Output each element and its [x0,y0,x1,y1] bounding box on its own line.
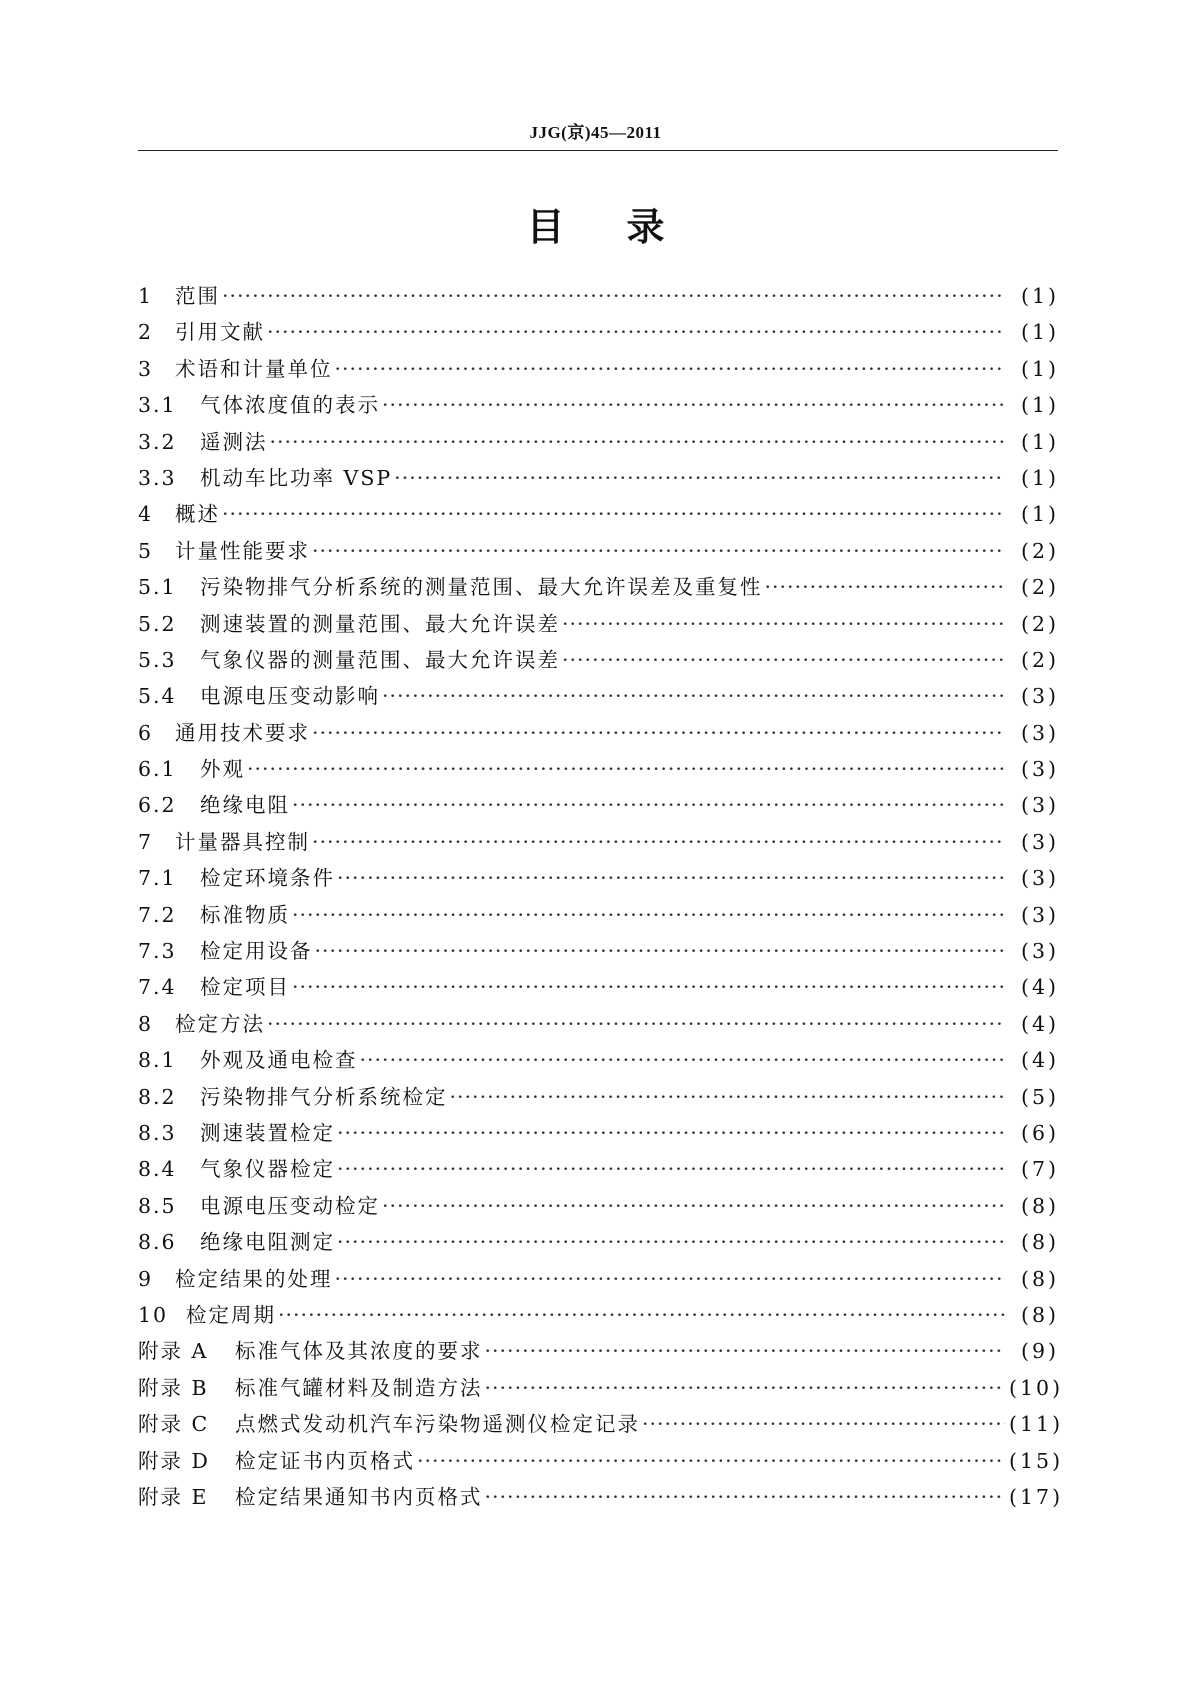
dot-leader [382,1188,1005,1224]
toc-entry-number: 8.3 [138,1120,177,1145]
toc-entry[interactable] [138,1224,1059,1260]
dot-leader [360,1042,1006,1078]
dot-leader [562,606,1005,642]
dot-leader [312,824,1005,860]
toc-entry[interactable] [138,933,1059,969]
toc-entry-number: 7.2 [138,902,177,927]
toc-entry-number: 4 [138,502,154,527]
toc-entry-number: 7 [138,829,154,854]
toc-entry-number: 9 [138,1266,154,1291]
toc-entry-title: 检定用设备 [200,939,313,964]
header-rule [138,150,1058,151]
toc-entry[interactable] [138,533,1059,569]
toc-entry-page: (3) [1020,829,1059,854]
toc-entry-title: 标准物质 [200,902,290,927]
toc-entry-page: (3) [1020,684,1059,709]
toc-entry-number: 7.1 [138,866,177,891]
toc-entry-title: 检定结果通知书内页格式 [235,1484,483,1509]
toc-entry-number: 7.3 [138,939,177,964]
toc-entry-title: 概述 [175,502,220,527]
table-of-contents [138,278,1064,1515]
toc-entry-page: (15) [1009,1448,1064,1473]
toc-entry[interactable] [138,278,1059,314]
toc-entry-title: 标准气罐材料及制造方法 [235,1375,483,1400]
toc-entry-title: 绝缘电阻 [200,793,290,818]
toc-entry[interactable] [138,1406,1064,1442]
toc-entry-number: 8 [138,1011,154,1036]
toc-entry-title: 遥测法 [200,429,268,454]
toc-entry-page: (10) [1009,1375,1064,1400]
toc-entry-page: (1) [1020,284,1059,308]
toc-entry-page: (4) [1020,1048,1059,1073]
toc-entry-number: 附录 A [138,1339,209,1364]
toc-entry-page: (1) [1020,393,1059,418]
toc-entry[interactable] [138,460,1059,496]
toc-entry-number: 附录 B [138,1375,209,1400]
dot-leader [562,642,1005,678]
document-code-header: JJG(京)45—2011 [529,123,662,142]
toc-entry-title: 检定方法 [175,1011,265,1036]
toc-entry-number: 5.2 [138,611,177,636]
toc-entry-number: 10 [138,1302,169,1327]
toc-entry-number: 3 [138,356,154,381]
toc-entry-page: (3) [1020,902,1059,927]
toc-entry[interactable] [138,1188,1059,1224]
toc-entry-title: 检定环境条件 [200,866,335,891]
toc-entry[interactable] [138,969,1059,1005]
toc-entry-title: 气象仪器的测量范围、最大允许误差 [200,647,560,672]
dot-leader [337,1224,1005,1260]
toc-entry[interactable] [138,897,1059,933]
toc-entry-number: 7.4 [138,975,177,1000]
toc-entry-number: 附录 E [138,1484,209,1509]
toc-entry-number: 2 [138,320,154,345]
dot-leader [450,1079,1006,1115]
toc-entry-page: (1) [1020,465,1059,490]
toc-entry[interactable] [138,787,1059,823]
toc-entry-number: 3.3 [138,465,177,490]
dot-leader [278,1297,1005,1333]
toc-entry-page: (2) [1020,647,1059,672]
toc-entry[interactable] [138,860,1059,896]
dot-leader [222,278,1005,314]
toc-entry-page: (2) [1020,575,1059,600]
toc-entry[interactable] [138,1297,1059,1333]
toc-entry-number: 3.1 [138,393,177,418]
toc-entry[interactable] [138,824,1059,860]
toc-entry-page: (1) [1020,429,1059,454]
toc-entry-title: 污染物排气分析系统检定 [200,1084,448,1109]
dot-leader [315,933,1006,969]
toc-entry[interactable] [138,1079,1059,1115]
dot-leader [267,314,1005,350]
toc-entry[interactable] [138,314,1059,350]
toc-entry-title: 检定结果的处理 [175,1266,333,1291]
toc-entry-number: 5.1 [138,575,177,600]
toc-entry-page: (8) [1020,1230,1059,1255]
toc-entry-number: 6.2 [138,793,177,818]
toc-entry-title: 检定周期 [186,1302,276,1327]
toc-entry-title: 气体浓度值的表示 [200,393,380,418]
dot-leader [222,496,1005,532]
toc-entry-number: 5 [138,538,154,563]
toc-entry-page: (2) [1020,611,1059,636]
toc-entry-page: (5) [1020,1084,1059,1109]
toc-entry-number: 5.3 [138,647,177,672]
toc-entry-number: 6.1 [138,757,177,782]
toc-entry-page: (3) [1020,866,1059,891]
dot-leader [270,424,1006,460]
toc-entry-title: 测速装置检定 [200,1120,335,1145]
dot-leader [417,1443,1005,1479]
toc-entry[interactable] [138,496,1059,532]
toc-entry-page: (3) [1020,939,1059,964]
dot-leader [485,1370,1006,1406]
toc-entry[interactable] [138,678,1059,714]
toc-entry-number: 1 [138,284,154,308]
toc-entry-page: (4) [1020,1011,1059,1036]
toc-entry[interactable] [138,387,1059,423]
toc-entry-title: 范围 [175,284,220,308]
toc-entry[interactable] [138,569,1059,605]
toc-entry[interactable] [138,351,1059,387]
toc-entry-page: (9) [1020,1339,1059,1364]
toc-entry[interactable] [138,1479,1064,1515]
dot-leader [312,533,1005,569]
dot-leader [337,1115,1005,1151]
page-title: 目录 [526,205,727,249]
toc-entry[interactable] [138,715,1059,751]
dot-leader [247,751,1005,787]
dot-leader [642,1406,1005,1442]
toc-entry-page: (2) [1020,538,1059,563]
dot-leader [267,1006,1005,1042]
toc-entry-number: 附录 D [138,1448,210,1473]
toc-entry-page: (8) [1020,1302,1059,1327]
dot-leader [765,569,1006,605]
toc-entry-number: 3.2 [138,429,177,454]
dot-leader [292,787,1005,823]
toc-entry[interactable] [138,424,1059,460]
dot-leader [382,387,1005,423]
toc-entry-page: (3) [1020,757,1059,782]
toc-entry-number: 8.2 [138,1084,177,1109]
toc-entry[interactable] [138,1006,1059,1042]
toc-entry[interactable] [138,1443,1064,1479]
toc-entry[interactable] [138,1042,1059,1078]
toc-entry-number: 8.1 [138,1048,177,1073]
toc-entry-title: 污染物排气分析系统的测量范围、最大允许误差及重复性 [200,575,763,600]
toc-entry[interactable] [138,1370,1064,1406]
dot-leader [312,715,1005,751]
toc-entry-title: 外观 [200,757,245,782]
toc-entry-title: 检定项目 [200,975,290,1000]
toc-entry-title: 测速装置的测量范围、最大允许误差 [200,611,560,636]
toc-entry[interactable] [138,642,1059,678]
toc-entry-number: 8.4 [138,1157,177,1182]
toc-entry[interactable] [138,1261,1059,1297]
dot-leader [485,1479,1006,1515]
dot-leader [292,969,1005,1005]
toc-entry-page: (3) [1020,720,1059,745]
toc-entry-title: 电源电压变动检定 [200,1193,380,1218]
toc-entry[interactable] [138,1115,1059,1151]
dot-leader [394,460,1005,496]
toc-entry-title: 电源电压变动影响 [200,684,380,709]
toc-entry-title: 检定证书内页格式 [235,1448,415,1473]
toc-entry-title: 绝缘电阻测定 [200,1230,335,1255]
toc-entry-number: 5.4 [138,684,177,709]
dot-leader [292,897,1005,933]
toc-entry-page: (4) [1020,975,1059,1000]
toc-entry-title: 气象仪器检定 [200,1157,335,1182]
toc-entry-title: 通用技术要求 [175,720,310,745]
toc-entry-title: 点燃式发动机汽车污染物遥测仪检定记录 [235,1412,640,1437]
toc-entry-page: (8) [1020,1266,1059,1291]
toc-entry-title: 引用文献 [175,320,265,345]
dot-leader [337,1151,1005,1187]
toc-entry-title: 计量器具控制 [175,829,310,854]
dot-leader [485,1333,1006,1369]
toc-entry-number: 8.6 [138,1230,177,1255]
toc-entry-page: (7) [1020,1157,1059,1182]
dot-leader [335,351,1006,387]
toc-entry[interactable] [138,606,1059,642]
toc-entry-title: 术语和计量单位 [175,356,333,381]
toc-entry-number: 6 [138,720,154,745]
toc-entry-page: (1) [1020,356,1059,381]
toc-entry-title: 外观及通电检查 [200,1048,358,1073]
toc-entry-number: 8.5 [138,1193,177,1218]
toc-entry-page: (1) [1020,320,1059,345]
toc-entry-title: 计量性能要求 [175,538,310,563]
toc-entry-page: (8) [1020,1193,1059,1218]
dot-leader [337,860,1005,896]
toc-entry-page: (1) [1020,502,1059,527]
toc-entry-title: 机动车比功率 VSP [200,465,393,490]
dot-leader [382,678,1005,714]
toc-entry-page: (17) [1009,1484,1064,1509]
toc-entry[interactable] [138,1151,1059,1187]
toc-entry[interactable] [138,751,1059,787]
toc-entry-page: (11) [1009,1412,1064,1437]
toc-entry-number: 附录 C [138,1412,210,1437]
toc-entry-title: 标准气体及其浓度的要求 [235,1339,483,1364]
toc-entry-page: (6) [1020,1120,1059,1145]
toc-entry[interactable] [138,1333,1059,1369]
dot-leader [335,1261,1006,1297]
toc-entry-page: (3) [1020,793,1059,818]
